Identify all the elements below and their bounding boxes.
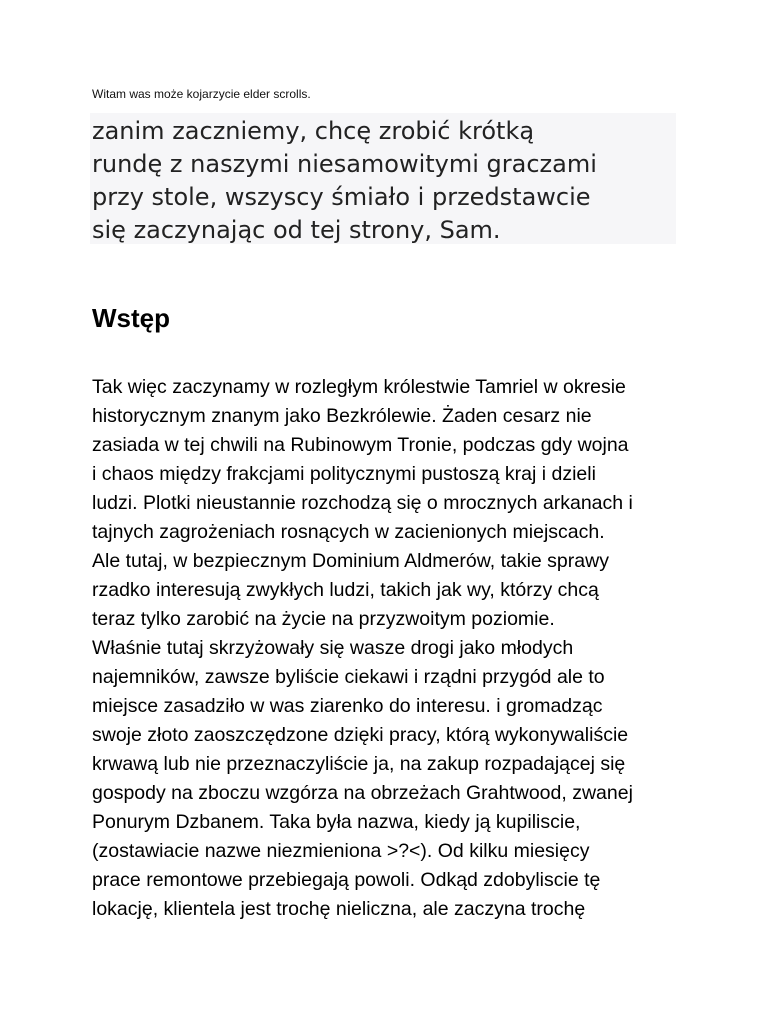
highlight-line: się zaczynając od tej strony, Sam. xyxy=(92,216,501,244)
highlighted-text xyxy=(92,115,676,247)
body-line: tajnych zagrożeniach rosnących w zacienionych miejscach. xyxy=(92,521,605,543)
body-line: ludzi. Plotki nieustannie rozchodzą się o mrocznych arkanach i xyxy=(92,492,633,514)
body-paragraph xyxy=(92,373,692,924)
body-line: miejsce zasadziło w was ziarenko do interesu. i gromadząc xyxy=(92,695,603,717)
body-line: prace remontowe przebiegają powoli. Odkąd zdobyliscie tę xyxy=(92,869,601,891)
highlight-line: przy stole, wszyscy śmiało i przedstawcie xyxy=(92,183,591,211)
body-line: Ponurym Dzbanem. Taka była nazwa, kiedy ją kupiliscie, xyxy=(92,811,581,833)
body-line: Tak więc zaczynamy w rozległym królestwie Tamriel w okresie xyxy=(92,376,626,398)
highlight-line: zanim zaczniemy, chcę zrobić krótką xyxy=(92,117,535,145)
body-line: rzadko interesują zwykłych ludzi, takich jak wy, którzy chcą xyxy=(92,579,599,601)
body-line: krwawą lub nie przeznaczyliście ja, na zakup rozpadającej się xyxy=(92,753,626,775)
body-line: (zostawiacie nazwe niezmieniona >?<). Od kilku miesięcy xyxy=(92,840,590,862)
section-heading: Wstęp xyxy=(92,303,170,333)
highlighted-paragraph xyxy=(90,113,676,244)
body-line: najemników, zawsze byliście ciekawi i rządni przygód ale to xyxy=(92,666,605,688)
body-line: Ale tutaj, w bezpiecznym Dominium Aldmerów, takie sprawy xyxy=(92,550,609,572)
body-line: zasiada w tej chwili na Rubinowym Tronie, podczas gdy wojna xyxy=(92,434,629,456)
body-line: gospody na zboczu wzgórza na obrzeżach Grahtwood, zwanej xyxy=(92,782,633,804)
body-line: i chaos między frakcjami politycznymi pustoszą kraj i dzieli xyxy=(92,463,596,485)
body-line: teraz tylko zarobić na życie na przyzwoitym poziomie. xyxy=(92,608,555,630)
body-line: Właśnie tutaj skrzyżowały się wasze drogi jako młodych xyxy=(92,637,574,659)
intro-line: Witam was może kojarzycie elder scrolls. xyxy=(92,87,311,101)
body-line: swoje złoto zaoszczędzone dzięki pracy, którą wykonywaliście xyxy=(92,724,629,746)
highlight-line: rundę z naszymi niesamowitymi graczami xyxy=(92,150,597,178)
body-line: lokację, klientela jest trochę nieliczna, ale zaczyna trochę xyxy=(92,898,586,920)
body-line: historycznym znanym jako Bezkrólewie. Żaden cesarz nie xyxy=(92,405,592,427)
